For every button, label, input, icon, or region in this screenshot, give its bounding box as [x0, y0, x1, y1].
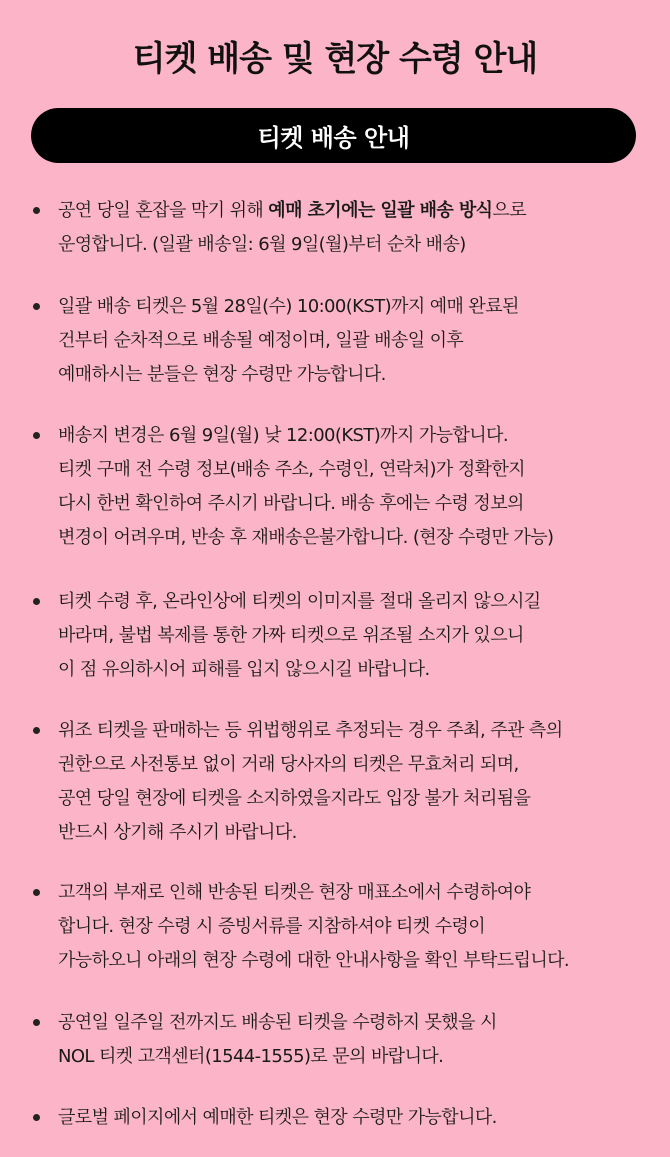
- notice-line: 고객의 부재로 인해 반송된 티켓은 현장 매표소에서 수령하여야: [58, 882, 531, 903]
- bullet-dot: [33, 598, 40, 605]
- section-title: 티켓 배송 안내: [257, 124, 410, 152]
- bullet-dot: [33, 727, 40, 734]
- notice-line: 다시 한번 확인하여 주시기 바랍니다. 배송 후에는 수령 정보의: [58, 493, 524, 514]
- notice-text: [58, 1101, 653, 1135]
- notice-line: 반드시 상기해 주시기 바랍니다.: [58, 822, 297, 843]
- bullet-dot: [33, 207, 40, 214]
- bullet-dot: [33, 1114, 40, 1121]
- notice-line: 일괄 배송 티켓은 5월 28일(수) 10:00(KST)까지 예매 완료된: [58, 296, 519, 317]
- notice-text: [58, 1006, 653, 1074]
- bullet-dot: [33, 889, 40, 896]
- list-item: [33, 1006, 653, 1074]
- notice-text: [58, 194, 653, 262]
- notice-line: NOL 티켓 고객센터(1544-1555)로 문의 바랍니다.: [58, 1046, 444, 1067]
- notice-line: 공연일 일주일 전까지도 배송된 티켓을 수령하지 못했을 시: [58, 1012, 497, 1033]
- notice-line: 합니다. 현장 수령 시 증빙서류를 지참하셔야 티켓 수령이: [58, 916, 486, 937]
- notice-text: [58, 714, 653, 850]
- notice-line: 티켓 수령 후, 온라인상에 티켓의 이미지를 절대 올리지 않으시길: [58, 591, 541, 612]
- notice-line: 공연 당일 혼잡을 막기 위해 예매 초기에는 일괄 배송 방식으로: [58, 200, 526, 221]
- notice-line: 티켓 구매 전 수령 정보(배송 주소, 수령인, 연락처)가 정확한지: [58, 459, 525, 480]
- notice-line: 이 점 유의하시어 피해를 입지 않으시길 바랍니다.: [58, 659, 430, 680]
- notice-line: 글로벌 페이지에서 예매한 티켓은 현장 수령만 가능합니다.: [58, 1107, 497, 1128]
- list-item: [33, 194, 653, 262]
- list-item: [33, 1101, 653, 1135]
- list-item: [33, 290, 653, 392]
- bullet-dot: [33, 303, 40, 310]
- notice-text: [58, 290, 653, 392]
- notice-line: 건부터 순차적으로 배송될 예정이며, 일괄 배송일 이후: [58, 330, 464, 351]
- notice-line: 공연 당일 현장에 티켓을 소지하였을지라도 입장 불가 처리됨을: [58, 788, 531, 809]
- bullet-dot: [33, 1019, 40, 1026]
- notice-line: 위조 티켓을 판매하는 등 위법행위로 추정되는 경우 주최, 주관 측의: [58, 720, 563, 741]
- notice-line: 권한으로 사전통보 없이 거래 당사자의 티켓은 무효처리 되며,: [58, 754, 519, 775]
- notice-line: 운영합니다. (일괄 배송일: 6월 9일(월)부터 순차 배송): [58, 234, 466, 255]
- list-item: [33, 419, 653, 555]
- notice-line: 바라며, 불법 복제를 통한 가짜 티켓으로 위조될 소지가 있으니: [58, 625, 524, 646]
- notice-text: [58, 585, 653, 687]
- notice-text: [58, 419, 653, 555]
- notice-line: 변경이 어려우며, 반송 후 재배송은불가합니다. (현장 수령만 가능): [58, 527, 554, 548]
- emphasis-text: 예매 초기에는 일괄 배송 방식: [268, 200, 493, 221]
- notice-line: 배송지 변경은 6월 9일(월) 낮 12:00(KST)까지 가능합니다.: [58, 425, 508, 446]
- notice-text: [58, 876, 653, 978]
- notice-line: 가능하오니 아래의 현장 수령에 대한 안내사항을 확인 부탁드립니다.: [58, 950, 570, 971]
- bullet-dot: [33, 432, 40, 439]
- list-item: [33, 714, 653, 850]
- list-item: [33, 585, 653, 687]
- notice-line: 예매하시는 분들은 현장 수령만 가능합니다.: [58, 364, 386, 385]
- page-title: 티켓 배송 및 현장 수령 안내: [132, 38, 538, 79]
- section-header-bar: [31, 108, 636, 163]
- list-item: [33, 876, 653, 978]
